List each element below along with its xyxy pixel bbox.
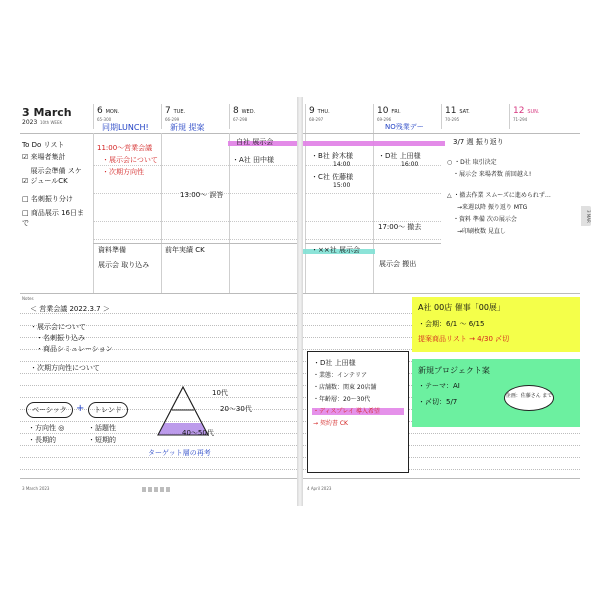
mini-calendar-cell — [124, 481, 128, 486]
mini-calendar-cell — [208, 481, 212, 486]
age-label: 10代 — [212, 389, 228, 397]
box-line: ・ディスプレイ 導入希望 — [313, 408, 380, 415]
mini-calendar-cell — [439, 481, 443, 486]
mini-calendar-cell — [238, 481, 242, 486]
mini-calendar-cell — [262, 487, 266, 492]
age-label: 20〜30代 — [220, 405, 252, 413]
right-page — [303, 97, 580, 506]
day-range: 67-298 — [233, 117, 248, 122]
fri-event[interactable]: 展示会 搬出 — [379, 260, 417, 268]
mini-calendar-cell — [511, 487, 515, 492]
mini-calendar-cell — [361, 487, 365, 492]
mini-calendar-cell — [190, 481, 194, 486]
mini-calendar-cell — [493, 487, 497, 492]
year-label: 2023 — [22, 119, 38, 126]
review-line: ○ ・D社 取引決定 — [447, 159, 497, 166]
notes-label: Notes — [22, 296, 34, 301]
basic-point: ・方向性 ◎ — [28, 424, 65, 432]
mini-calendar-cell — [154, 487, 158, 492]
mini-calendar-cell — [463, 481, 467, 486]
mini-calendar-cell — [451, 487, 455, 492]
review-title: 3/7 週 振り返り — [453, 138, 504, 146]
mini-calendar-cell — [367, 481, 371, 486]
trend-point: ・短期的 — [88, 436, 116, 444]
day-11-header — [445, 106, 470, 116]
mini-calendar-cell — [487, 481, 491, 486]
day-10-header — [377, 106, 401, 116]
month-title: 3 March — [22, 106, 72, 119]
day-number: 8 — [233, 106, 239, 116]
mini-calendar-cell — [160, 481, 164, 486]
mini-calendar-cell — [70, 481, 74, 486]
mini-calendar-cell — [100, 487, 104, 492]
mini-calendar-cell — [64, 481, 68, 486]
mini-calendar-cell — [94, 487, 98, 492]
mini-calendar-cell — [475, 481, 479, 486]
day-number: 6 — [97, 106, 103, 116]
mini-calendar-cell — [172, 481, 176, 486]
event-proposal[interactable]: 新規 提案 — [170, 123, 205, 132]
day-name: WED. — [241, 109, 256, 115]
mini-calendar-cell — [403, 487, 407, 492]
mini-calendar-cell — [214, 481, 218, 486]
notes-line-text: ・展示会について — [30, 323, 86, 331]
mini-calendar-cell — [274, 487, 278, 492]
mini-calendar-cell — [172, 487, 176, 492]
day-number: 11 — [445, 106, 457, 116]
mini-calendar-cell — [445, 481, 449, 486]
day-range: 68-297 — [309, 117, 324, 122]
box-line: ・年齢層：20〜30代 — [313, 396, 371, 403]
mini-calendar-cell — [142, 481, 146, 486]
tue-entry[interactable]: 13:00〜 誤答 — [180, 191, 224, 199]
mini-calendar-cell — [256, 481, 260, 486]
sticky-title: A社 00店 催事「00展」 — [418, 303, 505, 312]
age-label: 40〜50代 — [182, 429, 214, 437]
day-9-header — [309, 106, 330, 116]
day-7-header — [165, 106, 185, 116]
review-line: ・展示会 来場者数 前回越え! — [453, 171, 532, 178]
mini-calendar-cell — [367, 487, 371, 492]
mini-calendar-cell — [274, 481, 278, 486]
review-line: ・資料 準備 次の展示会 — [453, 216, 517, 223]
mini-calendar-cell — [184, 481, 188, 486]
mini-calendar-cell — [262, 481, 266, 486]
mini-calendar-cell — [130, 481, 134, 486]
mini-calendar-cell — [64, 487, 68, 492]
day-8-header — [233, 106, 255, 116]
mini-calendar-cell — [403, 481, 407, 486]
mini-calendar-cell — [148, 481, 152, 486]
mini-calendar-cell — [427, 481, 431, 486]
mini-calendar-cell — [535, 487, 539, 492]
plus-sign: + — [76, 403, 85, 414]
mini-calendar-cell — [82, 481, 86, 486]
event-no-overtime[interactable]: NO残業デー — [385, 123, 424, 131]
todo-title: To Do リスト — [22, 141, 65, 149]
green-sticky-note[interactable] — [412, 359, 580, 427]
week-number: 10th WEEK — [40, 120, 63, 125]
mini-calendar-cell — [529, 481, 533, 486]
mini-calendar-cell — [220, 481, 224, 486]
month-side-tab[interactable]: 3 MAR — [581, 206, 591, 226]
mini-calendar-cell — [70, 487, 74, 492]
mini-calendar-cell — [541, 481, 545, 486]
mini-calendar-cell — [541, 487, 545, 492]
mini-calendar-cell — [268, 481, 272, 486]
mini-calendar-cell — [547, 487, 551, 492]
notes-line-text: ・商品シミュレーション — [36, 345, 113, 353]
notes-line-text: ・次期方向性について — [30, 364, 100, 372]
mini-calendar-cell — [565, 487, 569, 492]
day-number: 12 — [513, 106, 525, 116]
event-lunch[interactable]: 同期LUNCH! — [102, 123, 149, 132]
day-12-header — [513, 106, 540, 116]
mini-calendar-cell — [82, 487, 86, 492]
mini-calendar-cell — [250, 487, 254, 492]
mini-calendar-cell — [94, 481, 98, 486]
assignee-bubble: 企画：佐藤さん まで — [504, 385, 554, 411]
mini-calendar-cell — [379, 487, 383, 492]
bottom-mon-1: 資料準備 — [98, 246, 126, 254]
day-name: FRI. — [391, 109, 401, 115]
mini-calendar-cell — [202, 487, 206, 492]
mini-calendar-cell — [415, 487, 419, 492]
event-highlight-band — [303, 141, 445, 146]
sticky-line: ・テーマ：AI — [418, 382, 460, 390]
mini-calendar-cell — [457, 481, 461, 486]
sticky-line: ・会期：6/1 〜 6/15 — [418, 320, 485, 328]
mini-calendar-cell — [226, 481, 230, 486]
mon-item: ・展示会について — [102, 156, 158, 164]
mini-calendar-cell — [118, 481, 122, 486]
day-range: 70-295 — [445, 117, 460, 122]
mini-calendar-cell — [148, 487, 152, 492]
mini-calendar-cell — [76, 481, 80, 486]
mini-calendar-cell — [112, 487, 116, 492]
page-footer: 4 April 2023 — [307, 486, 332, 491]
mini-calendar-cell — [433, 487, 437, 492]
page-footer: 3 March 2023 — [22, 486, 50, 491]
mini-calendar-cell — [214, 487, 218, 492]
mini-calendar-cell — [565, 481, 569, 486]
mini-calendar-cell — [286, 481, 290, 486]
mon-item: ・次期方向性 — [102, 168, 144, 176]
thu-event[interactable]: ・××社 展示会 — [311, 246, 360, 254]
todo-item[interactable]: ☑ 来場者集計 — [22, 153, 66, 161]
mini-calendar-cell — [268, 487, 272, 492]
sticky-line: 提案商品リスト → 4/30 〆切 — [418, 335, 510, 343]
mini-calendar-cell — [280, 481, 284, 486]
day-name: MON. — [105, 109, 120, 115]
thu-appointment[interactable]: ・B社 鈴木様 — [311, 152, 354, 160]
mini-calendar-cell — [232, 487, 236, 492]
mini-calendar-cell — [250, 481, 254, 486]
mini-calendar-cell — [232, 481, 236, 486]
mini-calendar-cell — [88, 481, 92, 486]
day-number: 9 — [309, 106, 315, 116]
mini-calendar-cell — [421, 481, 425, 486]
mini-calendar-cell — [385, 487, 389, 492]
fri-time: 16:00 — [401, 161, 419, 168]
mini-calendar-cell — [373, 487, 377, 492]
mini-calendar-cell — [475, 487, 479, 492]
mini-calendar-cell — [493, 481, 497, 486]
mini-calendar-cell — [535, 481, 539, 486]
mon-meeting[interactable]: 11:00〜営業会議 — [97, 144, 153, 152]
mini-calendar-cell — [118, 487, 122, 492]
todo-item[interactable]: ☑ 展示会準備 スケジュールCK — [22, 167, 82, 185]
day-range: 65-300 — [97, 117, 112, 122]
mini-calendar-cell — [154, 481, 158, 486]
mini-calendar-cell — [208, 487, 212, 492]
notes-title: ＜ 営業会議 2022.3.7 ＞ — [30, 305, 110, 313]
mini-calendar-cell — [571, 481, 575, 486]
thu-appointment[interactable]: ・C社 佐藤様 — [311, 173, 354, 181]
mini-calendar-cell — [220, 487, 224, 492]
mini-calendar-cell — [553, 481, 557, 486]
day-range: 71-294 — [513, 117, 528, 122]
mini-calendar-cell — [196, 481, 200, 486]
mini-calendar-cell — [529, 487, 533, 492]
mini-calendar-cell — [130, 487, 134, 492]
mini-calendar-cell — [349, 481, 353, 486]
mini-calendar-cell — [106, 481, 110, 486]
wed-entry: ・A社 田中様 — [232, 156, 275, 164]
mini-calendar-cell — [523, 481, 527, 486]
mini-calendar-cell — [451, 481, 455, 486]
mini-calendar-cell — [487, 487, 491, 492]
yellow-sticky-note[interactable] — [412, 297, 580, 352]
mini-calendar-cell — [349, 487, 353, 492]
day-6-header — [97, 106, 119, 116]
mini-calendar-cell — [166, 487, 170, 492]
day-number: 10 — [377, 106, 389, 116]
mini-calendar-cell — [178, 487, 182, 492]
todo-item[interactable]: □ 商品展示 16日まで — [22, 209, 84, 227]
trend-bubble: トレンド — [88, 402, 128, 418]
mini-calendar-cell — [196, 487, 200, 492]
mini-calendar-cell — [112, 481, 116, 486]
box-line: ・店舗数：関東 20店舗 — [313, 384, 377, 391]
mini-calendar-cell — [463, 487, 467, 492]
thu-time: 14:00 — [333, 161, 351, 168]
mini-calendar-cell — [571, 487, 575, 492]
day-range: 66-299 — [165, 117, 180, 122]
mini-calendar-cell — [244, 487, 248, 492]
mini-calendar-cell — [397, 487, 401, 492]
mini-calendar-cell — [238, 487, 242, 492]
mini-calendar-cell — [226, 487, 230, 492]
review-line: →来週以降 振り返り MTG — [457, 204, 528, 211]
mini-calendar-cell — [136, 481, 140, 486]
day-number: 7 — [165, 106, 171, 116]
day-name: TUE. — [173, 109, 186, 115]
mini-calendar-cell — [469, 487, 473, 492]
mini-calendar-cell — [505, 487, 509, 492]
mini-calendar-cell — [391, 481, 395, 486]
mini-calendar-cell — [559, 487, 563, 492]
review-line: △ ・撤去作業 スムーズに進められず… — [447, 192, 551, 199]
mini-calendar-cell — [409, 481, 413, 486]
mini-calendar-cell — [421, 487, 425, 492]
bottom-mon-2: 展示会 取り込み — [98, 261, 150, 269]
mini-calendar-cell — [361, 481, 365, 486]
mini-calendar-cell — [106, 487, 110, 492]
day-name: SAT. — [459, 109, 470, 115]
trend-point: ・話題性 — [88, 424, 116, 432]
mini-calendar-cell — [409, 487, 413, 492]
mini-calendar-cell — [397, 481, 401, 486]
mini-calendar-cell — [481, 487, 485, 492]
mini-calendar-cell — [511, 481, 515, 486]
mini-calendar-cell — [481, 481, 485, 486]
review-line: →印刷枚数 見直し — [457, 228, 506, 235]
client-note-box — [307, 351, 409, 473]
mini-calendar-cell — [559, 481, 563, 486]
basic-bubble: ベーシック — [26, 402, 73, 418]
mini-calendar-cell — [202, 481, 206, 486]
bottom-tue: 前年実績 CK — [165, 246, 205, 254]
left-page — [20, 97, 297, 506]
mini-calendar-cell — [166, 481, 170, 486]
mini-calendar-cell — [142, 487, 146, 492]
mini-calendar-cell — [391, 487, 395, 492]
mini-calendar-cell — [136, 487, 140, 492]
mini-calendar-cell — [124, 487, 128, 492]
box-line: ・D社 上田様 — [313, 359, 356, 367]
mini-calendar-cell — [355, 487, 359, 492]
mini-calendar-cell — [256, 487, 260, 492]
mini-calendar-cell — [499, 487, 503, 492]
mini-calendar-cell — [445, 487, 449, 492]
mini-calendar-cell — [379, 481, 383, 486]
notes-line-text: ・名刺振り込み — [36, 334, 85, 342]
wed-event[interactable]: 自社 展示会 — [236, 138, 274, 146]
mini-calendar-cell — [439, 487, 443, 492]
mini-calendar-cell — [553, 487, 557, 492]
fri-entry[interactable]: 17:00〜 撤去 — [378, 223, 422, 231]
mini-calendar-cell — [160, 487, 164, 492]
day-name: THU. — [317, 109, 330, 115]
mini-calendar-cell — [244, 481, 248, 486]
mini-calendar-cell — [385, 481, 389, 486]
mini-calendar-cell — [433, 481, 437, 486]
mini-calendar-cell — [88, 487, 92, 492]
sticky-title: 新規プロジェクト案 — [418, 366, 490, 375]
target-note: ターゲット層の再考 — [148, 449, 211, 457]
mini-calendar-cell — [415, 481, 419, 486]
box-line: → 契約書 CK — [313, 420, 348, 427]
basic-point: ・長期的 — [28, 436, 56, 444]
box-line: ・業態：インテリア — [313, 372, 368, 379]
mini-calendar-cell — [184, 487, 188, 492]
todo-item[interactable]: □ 名刺振り分け — [22, 195, 73, 203]
mini-calendar-cell — [286, 487, 290, 492]
mini-calendar-cell — [517, 487, 521, 492]
mini-calendar-cell — [100, 481, 104, 486]
fri-appointment[interactable]: ・D社 上田様 — [378, 152, 421, 160]
thu-time: 15:00 — [333, 182, 351, 189]
mini-calendar-cell — [427, 487, 431, 492]
mini-calendar-cell — [373, 481, 377, 486]
mini-calendar — [349, 481, 577, 495]
mini-calendar-cell — [457, 487, 461, 492]
day-name: SUN. — [527, 109, 540, 115]
mini-calendar-cell — [523, 487, 527, 492]
sticky-line: ・〆切：5/7 — [418, 398, 458, 406]
mini-calendar-cell — [499, 481, 503, 486]
mini-calendar-cell — [469, 481, 473, 486]
mini-calendar-cell — [505, 481, 509, 486]
mini-calendar-cell — [190, 487, 194, 492]
mini-calendar-cell — [547, 481, 551, 486]
mini-calendar-cell — [76, 487, 80, 492]
mini-calendar-cell — [355, 481, 359, 486]
mini-calendar-cell — [517, 481, 521, 486]
day-range: 69-296 — [377, 117, 392, 122]
mini-calendar — [64, 481, 294, 495]
mini-calendar-cell — [178, 481, 182, 486]
mini-calendar-cell — [280, 487, 284, 492]
